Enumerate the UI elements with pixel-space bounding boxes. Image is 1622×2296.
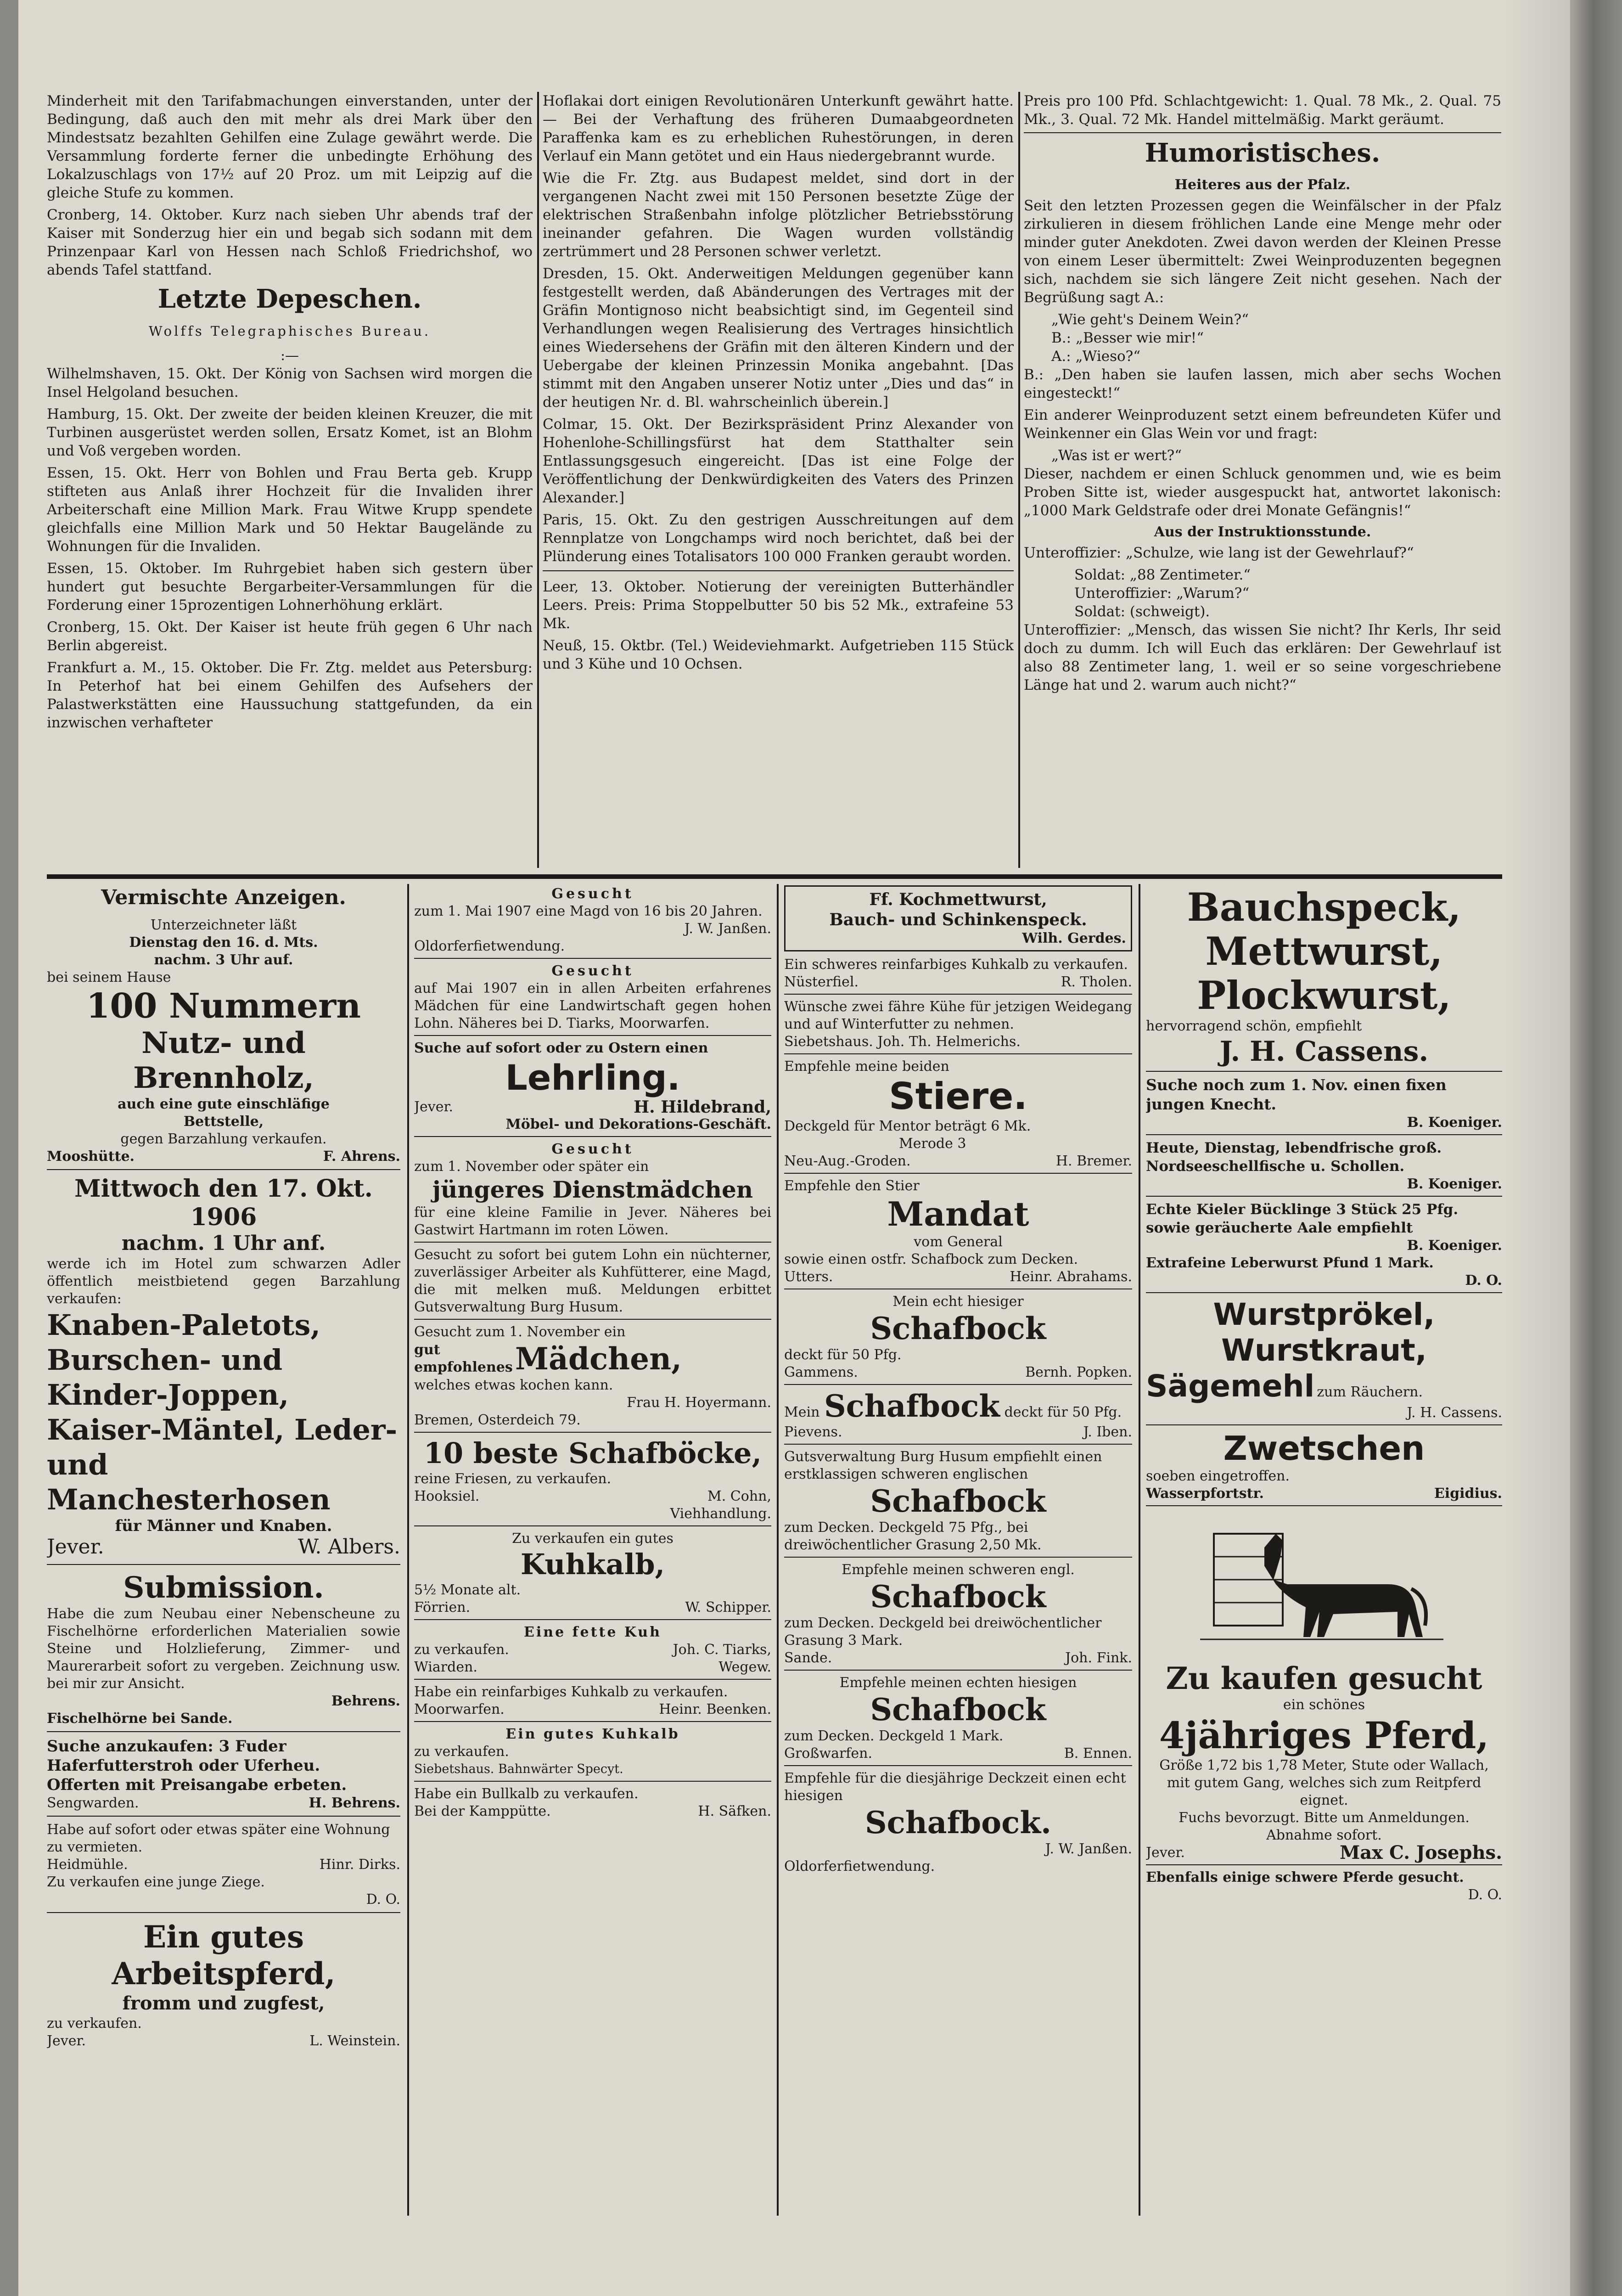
- ad-text: Suche anzukaufen: 3 Fuder Haferfutterstroh oder Uferheu.: [47, 1737, 320, 1775]
- ad-advertiser: B. Koeniger.: [1407, 1238, 1502, 1254]
- ad-signature: [47, 2032, 400, 2050]
- ad-divider: [1146, 1071, 1502, 1072]
- ad-divider: [47, 1912, 400, 1913]
- ad-signature: [784, 1364, 1132, 1381]
- ad-headline: Knaben-Paletots, Burschen- und Kinder-Joppen, Kaiser-Mäntel, Leder- und Manchesterhosen: [47, 1308, 398, 1516]
- ad-divider: [414, 1035, 771, 1036]
- news-column-3: [1024, 92, 1501, 868]
- ad-text: Deckgeld für Mentor beträgt 6 Mk.: [784, 1118, 1031, 1134]
- ad-advertiser: Siebetshaus. Joh. Th. Helmerichs.: [784, 1034, 1021, 1050]
- ad-text: gut empfohlenes: [414, 1342, 513, 1375]
- ad-signature: [414, 1098, 771, 1116]
- ad-signature: [784, 1649, 1132, 1667]
- ad-place: Heidmühle.: [47, 1857, 128, 1873]
- ad-divider: [784, 1384, 1132, 1385]
- news-paragraph: Essen, 15. Okt. Herr von Bohlen und Frau Berta geb. Krupp stifteten aus Anlaß ihrer Hochzeit für die Invaliden ihrer Arbeiterschaft eine Million Mark. Frau Witwe Krupp spendete gleichfalls eine Million Mark und 50 Hektar Baugelände zu Wohnungen für die Invaliden.: [47, 465, 533, 555]
- ad-signature: [414, 1659, 771, 1676]
- news-paragraph: Wilhelmshaven, 15. Okt. Der König von Sachsen wird morgen die Insel Helgoland besuchen.: [47, 366, 533, 400]
- separator: :—: [280, 348, 299, 364]
- ad-text: zum 1. November oder später ein: [414, 1159, 649, 1175]
- news-paragraph: Neuß, 15. Oktbr. (Tel.) Weideviehmarkt. Aufgetrieben 115 Stück und 3 Kühe und 10 Ochsen.: [543, 637, 1014, 672]
- dialogue-line: „Was ist er wert?“: [1051, 447, 1182, 464]
- news-paragraph: Seit den letzten Prozessen gegen die Weinfälscher in der Pfalz zirkulieren in diesem fröhlichen Lande eine Menge mehr oder minder guter Anekdoten. Zwei davon werden der Kleinen Presse von einem Leser übermittelt: Zwei Weinproduzenten begegnen sich, nachdem sie sich längere Zeit nicht gesehen. Nach der Begrüßung sagt A.:: [1024, 197, 1501, 306]
- ad-divider: [784, 1053, 1132, 1054]
- dialogue-line: B.: „Besser wie mir!“: [1051, 330, 1204, 346]
- news-paragraph: Essen, 15. Oktober. Im Ruhrgebiet haben sich gestern über hundert gut besuchte Bergarbeiter-Versammlungen für die Forderung einer 15prozentigen Lohnerhöhung erklärt.: [47, 560, 533, 613]
- ad-divider: [414, 1319, 771, 1320]
- ad-divider: [47, 1816, 400, 1817]
- ad-text: Habe ein Bullkalb zu verkaufen.: [414, 1786, 639, 1802]
- ad-headline: 100 Nummern: [86, 986, 361, 1026]
- ad-text: auch eine gute einschläfige: [118, 1096, 330, 1112]
- ad-signature: [784, 974, 1132, 991]
- ad-headline: Bauch- und Schinkenspeck.: [829, 910, 1087, 929]
- ad-heading: Gesucht: [551, 1141, 634, 1157]
- ad-box: [784, 885, 1132, 951]
- ad-text: vom General: [914, 1234, 1003, 1250]
- ad-advertiser: H. Behrens.: [309, 1795, 400, 1811]
- ad-divider: [414, 1242, 771, 1243]
- ad-headline: Nutz- und Brennholz,: [133, 1026, 314, 1095]
- ad-divider: [47, 1169, 400, 1170]
- ad-column-3: [784, 885, 1132, 2217]
- ad-headline: Wurstkraut,: [1221, 1333, 1427, 1368]
- ad-advertiser: F. Ahrens.: [323, 1148, 400, 1165]
- dialogue-line: Soldat: (schweigt).: [1074, 603, 1210, 620]
- section-heading: Letzte Depeschen.: [157, 284, 422, 314]
- ad-text: Größe 1,72 bis 1,78 Meter, Stute oder Wallach, mit gutem Gang, welches sich zum Reitpferd eignet.: [1159, 1757, 1489, 1808]
- news-paragraph: Preis pro 100 Pfd. Schlachtgewicht: 1. Qual. 78 Mk., 2. Qual. 75 Mk., 3. Qual. 72 Mk. Handel mittelmäßig. Markt geräumt.: [1024, 93, 1501, 128]
- ad-signature: [1146, 1844, 1502, 1862]
- ad-text: [784, 1389, 1132, 1424]
- news-column-2: [543, 92, 1014, 868]
- ad-text: auf Mai 1907 ein in allen Arbeiten erfahrenes Mädchen für eine Landwirtschaft gegen hohen Lohn. Näheres bei D. Tiarks, Moorwarfen.: [414, 980, 771, 1031]
- ad-headline: Ff. Kochmettwurst,: [869, 890, 1047, 909]
- ad-advertiser: Wilh. Gerdes.: [1022, 930, 1126, 946]
- section-subheading: Aus der Instruktionsstunde.: [1154, 524, 1371, 540]
- book-edge: [1570, 0, 1622, 2296]
- ad-advertiser: Eigidius.: [1434, 1486, 1502, 1502]
- dialogue-line: Unteroffizier: „Warum?“: [1074, 585, 1250, 602]
- ad-place: Sande.: [784, 1650, 832, 1666]
- ad-signature: [1146, 1485, 1502, 1503]
- ad-advertiser: R. Tholen.: [1061, 974, 1132, 990]
- ad-advertiser: B. Ennen.: [1064, 1745, 1132, 1761]
- ad-headline: Bauchspeck,: [1187, 885, 1461, 930]
- ad-advertiser: J. Iben.: [1083, 1424, 1132, 1440]
- ad-place: Utters.: [784, 1269, 833, 1285]
- dialogue-line: B.: „Den haben sie laufen lassen, mich aber sechs Wochen eingesteckt!“: [1024, 366, 1501, 401]
- ad-advertiser: Hinr. Dirks.: [319, 1857, 400, 1873]
- ad-signature: [47, 1795, 400, 1812]
- ad-divider: [414, 1679, 771, 1680]
- ad-signature: [784, 1745, 1132, 1762]
- ad-text: zum Räuchern.: [1317, 1384, 1423, 1400]
- ad-place: Neu-Aug.-Groden.: [784, 1153, 911, 1169]
- ad-advertiser: W. Schipper.: [685, 1599, 771, 1615]
- ad-text: zum Decken. Deckgeld 75 Pfg., bei dreiwöchentlicher Grasung 2,50 Mk.: [784, 1519, 1042, 1553]
- divider: [543, 570, 1014, 571]
- ad-advertiser: B. Koeniger.: [1407, 1176, 1502, 1192]
- ad-text: gegen Barzahlung verkaufen.: [120, 1131, 327, 1147]
- ad-place: Oldorferfietwendung.: [784, 1858, 935, 1874]
- ad-text: Empfehle meinen schweren engl.: [842, 1562, 1075, 1578]
- dialogue-line: Unteroffizier: „Mensch, das wissen Sie nicht? Ihr Kerls, Ihr seid doch zu dumm. Ich will Euch das erklären: Der Gewehrlauf ist also 88 Zentimeter lang, 1. weil er so seine vorgeschriebene Länge hat und 2. warum auch nicht?“: [1024, 622, 1501, 693]
- ad-headline: Mittwoch den 17. Okt. 1906: [74, 1175, 373, 1231]
- ad-text: Wegew.: [718, 1659, 771, 1675]
- section-subheading: Heiteres aus der Pfalz.: [1174, 177, 1351, 193]
- ad-signature: [414, 1803, 771, 1820]
- ad-text: für eine kleine Familie in Jever. Näheres bei Gastwirt Hartmann im roten Löwen.: [414, 1204, 771, 1238]
- ad-text: Empfehle für die diesjährige Deckzeit einen echt hiesigen: [784, 1770, 1126, 1804]
- ad-headline: Lehrling.: [505, 1057, 680, 1098]
- ad-headline: 4jähriges Pferd,: [1159, 1714, 1489, 1757]
- ad-heading: Gesucht: [551, 963, 634, 979]
- ad-text: bei seinem Hause: [47, 969, 171, 985]
- ad-advertiser: J. W. Janßen.: [1045, 1841, 1132, 1857]
- ad-place: Moorwarfen.: [414, 1701, 505, 1717]
- section-heading: Humoristisches.: [1145, 138, 1381, 168]
- ad-headline: Schafbock.: [864, 1805, 1052, 1840]
- news-paragraph: Dresden, 15. Okt. Anderweitigen Meldungen gegenüber kann festgestellt werden, daß Abänderungen des Vertrages mit der Gräfin Montignoso nicht beabsichtigt sind, im Gegenteil sind Verhandlungen wegen Realisierung des Vertrages hinsichtlich eines Wiedersehens der Gräfin mit den älteren Kindern und der Uebergabe der kleinen Prinzessin Monika angebahnt. [Das stimmt mit den Angaben unserer Notiz unter „Dies und das“ in der heutigen Nr. d. Bl. wahrscheinlich überein.]: [543, 265, 1014, 411]
- ad-text: Ein schweres reinfarbiges Kuhkalb zu verkaufen.: [784, 957, 1128, 973]
- ad-text: hervorragend schön, empfiehlt: [1146, 1018, 1362, 1034]
- ad-heading: Ein gutes Kuhkalb: [505, 1726, 680, 1742]
- ad-signature: [47, 1535, 400, 1559]
- ad-line: [1146, 1368, 1502, 1404]
- ad-text: nachm. 1 Uhr anf.: [121, 1232, 326, 1255]
- ad-advertiser: Frau H. Hoyermann.: [627, 1395, 771, 1411]
- ad-headline: Schafbock: [870, 1692, 1046, 1728]
- ad-signature: [47, 1856, 400, 1874]
- ad-headline: Mandat: [887, 1194, 1029, 1233]
- ad-place: Jever.: [47, 1535, 104, 1559]
- ad-headline: Wurstprökel,: [1213, 1297, 1435, 1332]
- ad-advertiser: L. Weinstein.: [309, 2033, 400, 2049]
- ad-divider: [784, 1670, 1132, 1671]
- news-paragraph: Cronberg, 15. Okt. Der Kaiser ist heute früh gegen 6 Uhr nach Berlin abgereist.: [47, 619, 533, 654]
- ad-advertiser: Bernh. Popken.: [1025, 1364, 1132, 1380]
- ad-text: Offerten mit Preisangabe erbeten.: [47, 1776, 347, 1794]
- news-paragraph: Paris, 15. Okt. Zu den gestrigen Ausschreitungen auf dem Rennplatze von Longchamps wird noch berichtet, daß bei der Plünderung eines Totalisators 100 000 Franken geraubt worden.: [543, 512, 1014, 565]
- ad-text: deckt für 50 Pfg.: [1004, 1404, 1122, 1420]
- ad-column-2: [414, 885, 771, 2217]
- ad-advertiser: H. Bremer.: [1055, 1153, 1132, 1169]
- ad-signature: [414, 1488, 771, 1505]
- column-divider: [777, 884, 779, 2216]
- ad-headline: Stiere.: [889, 1075, 1027, 1118]
- section-rule: [47, 874, 1502, 879]
- ad-text: Habe auf sofort oder etwas später eine Wohnung zu vermieten.: [47, 1822, 390, 1855]
- dialogue-line: A.: „Wieso?“: [1051, 348, 1141, 365]
- ad-divider: [1146, 1196, 1502, 1197]
- ad-divider: [414, 1525, 771, 1526]
- horse-icon: [1195, 1515, 1453, 1653]
- ad-headline: Kuhkalb,: [520, 1548, 665, 1581]
- ad-advertiser: M. Cohn,: [707, 1488, 771, 1504]
- ad-text: werde ich im Hotel zum schwarzen Adler öffentlich meistbietend gegen Barzahlung verkaufen:: [47, 1256, 400, 1307]
- news-paragraph: Ein anderer Weinproduzent setzt einem befreundeten Küfer und Weinkenner ein Glas Wein vor und fragt:: [1024, 407, 1501, 442]
- news-paragraph: Hoflakai dort einigen Revolutionären Unterkunft gewährt hatte. — Bei der Verhaftung des früheren Dumaabgeordneten Paraffenka kam es zu erheblichen Ruhestörungen, in deren Verlauf ein Mann getötet und ein Haus niedergebrannt wurde.: [543, 93, 1014, 164]
- ad-place: Sengwarden.: [47, 1795, 139, 1811]
- ad-divider: [784, 1444, 1132, 1445]
- ad-heading: Eine fette Kuh: [524, 1624, 662, 1640]
- ad-signature: [414, 1641, 771, 1659]
- ad-advertiser: B. Koeniger.: [1407, 1114, 1502, 1131]
- ad-advertiser: J. H. Cassens.: [1407, 1405, 1502, 1421]
- ad-advertiser: J. H. Cassens.: [1219, 1035, 1429, 1068]
- ad-text: Empfehle meine beiden: [784, 1058, 949, 1075]
- ad-headline: Schafbock: [870, 1579, 1046, 1615]
- ad-text: Empfehle den Stier: [784, 1178, 920, 1194]
- ad-headline: Schafbock: [870, 1483, 1046, 1519]
- ad-text: Suche auf sofort oder zu Ostern einen: [414, 1040, 708, 1056]
- ad-headline: Mettwurst,: [1205, 929, 1443, 974]
- ad-text: Wünsche zwei fähre Kühe für jetzigen Weidegang und auf Winterfutter zu nehmen.: [784, 999, 1132, 1032]
- ad-text: nachm. 3 Uhr auf.: [154, 952, 293, 968]
- ad-place: Jever.: [47, 2033, 86, 2049]
- ad-divider: [1146, 1134, 1502, 1135]
- ad-advertiser: Max C. Josephs.: [1339, 1842, 1502, 1863]
- ad-headline: 10 beste Schafböcke,: [423, 1436, 762, 1470]
- ad-headline: Schafbock: [824, 1388, 1000, 1424]
- ad-text: Suche noch zum 1. Nov. einen fixen jungen Knecht.: [1146, 1076, 1447, 1113]
- ad-text: Heute, Dienstag, lebendfrische groß. Nordseeschellfische u. Schollen.: [1146, 1140, 1442, 1175]
- ad-headline: Mädchen,: [515, 1341, 682, 1377]
- ad-text: Mein echt hiesiger: [892, 1294, 1024, 1310]
- ads-header: Vermischte Anzeigen.: [101, 886, 346, 909]
- ad-divider: [784, 1765, 1132, 1766]
- ad-text: zum 1. Mai 1907 eine Magd von 16 bis 20 Jahren.: [414, 903, 763, 919]
- ad-text: Ebenfalls einige schwere Pferde gesucht.: [1146, 1869, 1464, 1885]
- ad-text: Möbel- und Dekorations-Geschäft.: [505, 1116, 771, 1132]
- ad-signature: [784, 1268, 1132, 1286]
- ad-headline: jüngeres Dienstmädchen: [432, 1176, 753, 1203]
- ad-divider: [414, 958, 771, 959]
- section-subheading: Wolffs Telegraphisches Bureau.: [148, 323, 431, 339]
- news-paragraph: Cronberg, 14. Oktober. Kurz nach sieben Uhr abends traf der Kaiser mit Sonderzug hier ein und begab sich sodann mit dem Prinzenpaar Karl von Hessen nach Schloß Friedrichshof, wo abends Tafel stattfand.: [47, 207, 533, 278]
- ad-advertiser: J. W. Janßen.: [684, 921, 771, 937]
- ad-signature: [414, 1599, 771, 1616]
- ad-headline: Zwetschen: [1223, 1429, 1425, 1468]
- ad-divider: [414, 1619, 771, 1620]
- ad-place: Bremen, Osterdeich 79.: [414, 1412, 581, 1428]
- column-divider: [407, 884, 409, 2216]
- newspaper-page: [18, 0, 1570, 2296]
- ad-text: Unterzeichneter läßt: [150, 917, 297, 933]
- ad-divider: [784, 1173, 1132, 1174]
- ad-text: ein schönes: [1283, 1697, 1365, 1713]
- ad-advertiser: Siebetshaus. Bahnwärter Specyt.: [414, 1762, 623, 1776]
- ad-headline: Zu kaufen gesucht: [1166, 1660, 1482, 1696]
- ad-signature: [784, 1153, 1132, 1170]
- ad-place: Wasserpfortstr.: [1146, 1486, 1264, 1502]
- ad-place: Jever.: [1146, 1845, 1185, 1861]
- ad-text: zu verkaufen.: [47, 2015, 142, 2032]
- ad-column-4: [1146, 885, 1502, 2217]
- ad-advertiser: W. Albers.: [297, 1535, 400, 1559]
- ad-text: Extrafeine Leberwurst Pfund 1 Mark.: [1146, 1255, 1434, 1271]
- ad-heading: Gesucht: [551, 886, 634, 902]
- ad-text: zu verkaufen.: [414, 1642, 509, 1658]
- ad-text: Dienstag den 16. d. Mts.: [129, 934, 318, 951]
- ad-text: zu verkaufen.: [414, 1744, 509, 1760]
- news-paragraph: Hamburg, 15. Okt. Der zweite der beiden kleinen Kreuzer, die mit Turbinen ausgerüstet werden sollen, Ersatz Komet, ist an Blohm und Voß vergeben worden.: [47, 406, 533, 459]
- ad-text: Empfehle meinen echten hiesigen: [839, 1675, 1077, 1691]
- news-paragraph: Frankfurt a. M., 15. Oktober. Die Fr. Ztg. meldet aus Petersburg: In Peterhof hat bei einem Gehilfen des Aufsehers der Palastwerkstätten eine Haussuchung stattgefunden, da ein inzwischen verhafteter: [47, 659, 533, 731]
- ad-advertiser: Joh. Fink.: [1065, 1650, 1132, 1666]
- ad-text: Habe die zum Neubau einer Nebenscheune zu Fischelhörne erforderlichen Materialien sowie Steine und Holzlieferung, Zimmer- und Maurerarbeit sofort zu vergeben. Zeichnung usw. bei mir zur Ansicht.: [47, 1606, 400, 1692]
- ad-advertiser: Heinr. Beenken.: [659, 1701, 771, 1717]
- ad-text: Bettstelle,: [183, 1114, 264, 1130]
- ad-advertiser: Heinr. Abrahams.: [1010, 1269, 1132, 1285]
- ad-text: Gesucht zu sofort bei gutem Lohn ein nüchterner, zuverlässiger Arbeiter als Kuhfütterer, eine Magd, die mit melken muß. Meldungen erbittet Gutsverwaltung Burg Husum.: [414, 1247, 771, 1315]
- ad-divider: [414, 1136, 771, 1137]
- ad-column-1: [47, 885, 400, 2217]
- ad-text: zum Decken. Deckgeld bei dreiwöchentlicher Grasung 3 Mark.: [784, 1615, 1102, 1649]
- ad-text: sowie einen ostfr. Schafbock zum Decken.: [784, 1251, 1078, 1267]
- ad-headline: Ein gutes Arbeitspferd,: [112, 1919, 336, 1992]
- divider: [1024, 132, 1501, 133]
- ad-headline: Plockwurst,: [1197, 973, 1451, 1018]
- dialogue-line: „Wie geht's Deinem Wein?“: [1051, 311, 1249, 328]
- ad-divider: [414, 1721, 771, 1722]
- ad-text: für Männer und Knaben.: [115, 1517, 332, 1535]
- ad-signature: [47, 1148, 400, 1165]
- ad-place: Gammens.: [784, 1364, 858, 1380]
- ad-advertiser: D. O.: [366, 1891, 400, 1908]
- ad-advertiser: H. Hildebrand,: [634, 1097, 771, 1117]
- horse-illustration: [1195, 1515, 1453, 1653]
- news-paragraph: Colmar, 15. Okt. Der Bezirkspräsident Prinz Alexander von Hohenlohe-Schillingsfürst hat dem Statthalter sein Entlassungsgesuch eingereicht. [Das ist eine Folge der Veröffentlichung der Denkwürdigkeiten des Vaters des Prinzen Alexander.]: [543, 416, 1014, 506]
- news-paragraph: Leer, 13. Oktober. Notierung der vereinigten Butterhändler Leers. Preis: Prima Stoppelbutter 50 bis 52 Mk., extrafeine 53 Mk.: [543, 579, 1014, 632]
- ad-place: Fischelhörne bei Sande.: [47, 1711, 233, 1727]
- ad-headline: Schafbock: [870, 1311, 1046, 1346]
- ad-place: Oldorferfietwendung.: [414, 938, 565, 954]
- ad-headline: Submission.: [123, 1570, 324, 1605]
- ad-text: Viehhandlung.: [670, 1506, 771, 1522]
- ad-advertiser: Joh. C. Tiarks,: [673, 1642, 771, 1658]
- ad-text: reine Friesen, zu verkaufen.: [414, 1471, 612, 1487]
- ad-text: deckt für 50 Pfg.: [784, 1347, 902, 1363]
- ad-divider: [47, 1564, 400, 1565]
- ad-place: Pievens.: [784, 1424, 842, 1440]
- ad-text: fromm und zugfest,: [122, 1992, 325, 2014]
- ad-text: Zu verkaufen eine junge Ziege.: [47, 1874, 265, 1890]
- ad-divider: [784, 1557, 1132, 1558]
- ad-place: Nüsterfiel.: [784, 974, 859, 990]
- ad-divider: [1146, 1292, 1502, 1293]
- ad-divider: [1146, 1505, 1502, 1506]
- ad-text: Echte Kieler Bücklinge 3 Stück 25 Pfg. sowie geräucherte Aale empfiehlt: [1146, 1201, 1459, 1236]
- ad-divider: [1146, 1424, 1502, 1425]
- ad-signature: [414, 1701, 771, 1718]
- ad-divider: [47, 1731, 400, 1732]
- ad-text: Gutsverwaltung Burg Husum empfiehlt einen erstklassigen schweren englischen: [784, 1449, 1102, 1482]
- ad-place: Bei der Kamppütte.: [414, 1803, 551, 1819]
- ad-divider: [414, 1781, 771, 1782]
- ad-signature: [784, 1424, 1132, 1441]
- ad-divider: [414, 1432, 771, 1433]
- news-column-1: [47, 92, 533, 868]
- ad-text: Habe ein reinfarbiges Kuhkalb zu verkaufen.: [414, 1684, 728, 1700]
- ad-place: Mooshütte.: [47, 1148, 135, 1165]
- ad-text: 5½ Monate alt.: [414, 1582, 521, 1598]
- ad-advertiser: D. O.: [1468, 1887, 1502, 1903]
- ad-headline: Sägemehl: [1146, 1368, 1315, 1404]
- ad-advertiser: Behrens.: [331, 1693, 400, 1709]
- column-divider: [1018, 92, 1020, 868]
- ad-text: Merode 3: [899, 1136, 966, 1152]
- ad-text: soeben eingetroffen.: [1146, 1468, 1290, 1484]
- dialogue-line: Unteroffizier: „Schulze, wie lang ist der Gewehrlauf?“: [1024, 545, 1414, 561]
- ad-place: Förrien.: [414, 1599, 471, 1615]
- ad-advertiser: D. O.: [1465, 1272, 1502, 1289]
- ad-place: Wiarden.: [414, 1659, 477, 1675]
- ad-advertiser: H. Säfken.: [698, 1803, 771, 1819]
- ad-place: Hooksiel.: [414, 1488, 480, 1504]
- ad-text: zum Decken. Deckgeld 1 Mark.: [784, 1728, 1004, 1744]
- news-paragraph: Minderheit mit den Tarifabmachungen einverstanden, unter der Bedingung, daß auch den mit mehr als drei Mark über den Mindestsatz bezahlten Gehilfen eine Zulage gewährt werde. Die Versammlung forderte ferner die unbedingte Erhöhung des Lokalzuschlags von 17½ auf 20 Proz. um mit Leipzig auf die gleiche Stufe zu kommen.: [47, 93, 533, 201]
- ad-place: Jever.: [414, 1099, 454, 1115]
- column-divider: [537, 92, 539, 868]
- news-paragraph: Wie die Fr. Ztg. aus Budapest meldet, sind dort in der vergangenen Nacht zwei mit 150 Personen besetzte Züge der elektrischen Straßenbahn infolge plötzlicher Betriebsstörung ineinander gefahren. Die Wagen wurden vollständig zertrümmert und 28 Personen schwer verletzt.: [543, 170, 1014, 260]
- ad-divider: [1146, 1864, 1502, 1865]
- ad-text: Mein: [784, 1404, 820, 1420]
- ad-text: Zu verkaufen ein gutes: [512, 1531, 673, 1547]
- ad-text: Fuchs bevorzugt. Bitte um Anmeldungen. Abnahme sofort.: [1179, 1810, 1470, 1843]
- ad-text: welches etwas kochen kann.: [414, 1377, 613, 1393]
- column-divider: [1139, 884, 1140, 2216]
- ad-divider: [784, 994, 1132, 995]
- dialogue-line: Soldat: „88 Zentimeter.“: [1074, 567, 1251, 583]
- news-paragraph: Dieser, nachdem er einen Schluck genommen und, wie es beim Proben Sitte ist, wieder ausgespuckt hat, antwortet lakonisch: „1000 Mark Geldstrafe oder drei Monate Gefängnis!“: [1024, 466, 1501, 519]
- ad-place: Großwarfen.: [784, 1745, 873, 1761]
- ad-text: Gesucht zum 1. November ein: [414, 1324, 626, 1340]
